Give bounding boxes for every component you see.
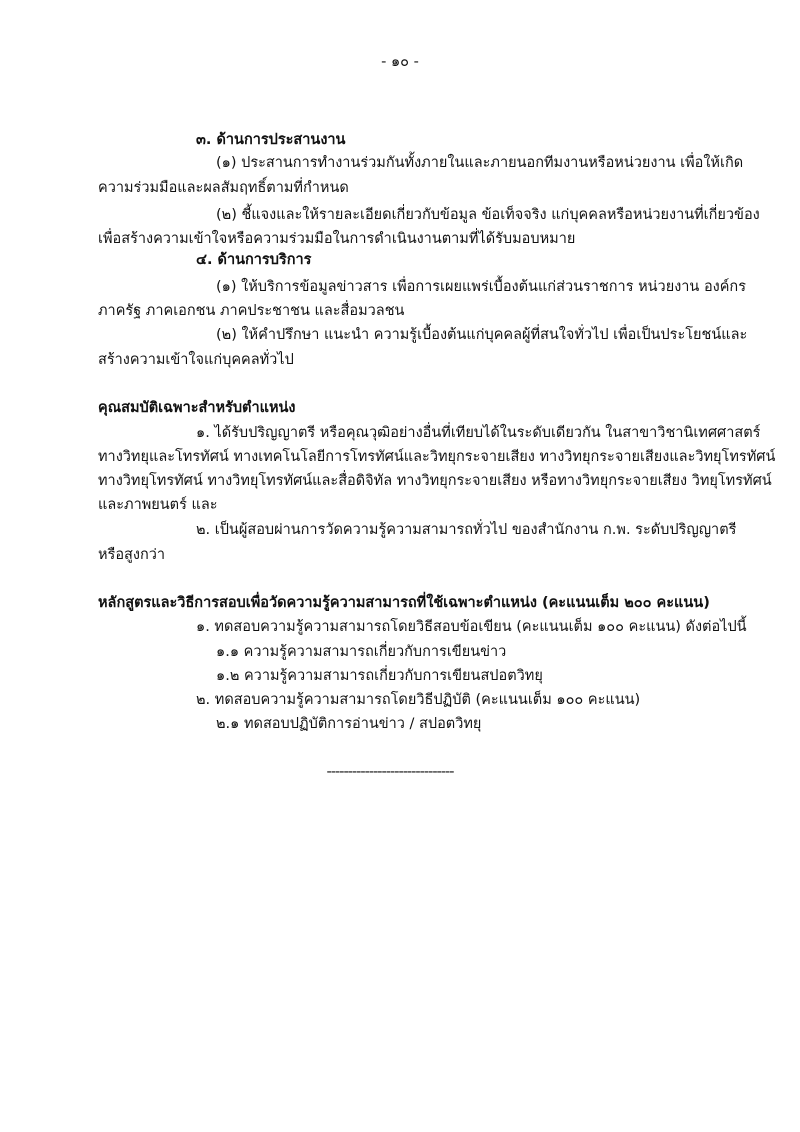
exam-item-1: ๑. ทดสอบความรู้ความสามารถโดยวิธีสอบข้อเขียน (คะแนนเต็ม ๑๐๐ คะแนน) ดังต่อไปนี้ bbox=[196, 619, 747, 635]
qualifications-heading: คุณสมบัติเฉพาะสำหรับตำแหน่ง bbox=[98, 400, 296, 416]
qualification-2-line2: หรือสูงกว่า bbox=[98, 547, 166, 563]
exam-item-2-1: ๒.๑ ทดสอบปฏิบัติการอ่านข่าว / สปอตวิทยุ bbox=[216, 716, 482, 732]
exam-item-1-2: ๑.๒ ความรู้ความสามารถเกี่ยวกับการเขียนสปอตวิทยุ bbox=[216, 668, 543, 684]
section4-item2-line1: (๒) ให้คำปรึกษา แนะนำ ความรู้เบื้องต้นแก่บุคคลผู้ที่สนใจทั่วไป เพื่อเป็นประโยชน์และ bbox=[216, 327, 748, 343]
qualification-2-line1: ๒. เป็นผู้สอบผ่านการวัดความรู้ความสามารถทั่วไป ของสำนักงาน ก.พ. ระดับปริญญาตรี bbox=[196, 522, 737, 538]
page-number: - ๑๐ - bbox=[381, 54, 419, 70]
exam-item-1-1: ๑.๑ ความรู้ความสามารถเกี่ยวกับการเขียนข่าว bbox=[216, 644, 507, 660]
section3-item1-line1: (๑) ประสานการทำงานร่วมกันทั้งภายในและภายนอกทีมงานหรือหน่วยงาน เพื่อให้เกิด bbox=[216, 155, 744, 171]
end-divider: ------------------------------ bbox=[326, 764, 454, 780]
qualification-1-line1: ๑. ได้รับปริญญาตรี หรือคุณวุฒิอย่างอื่นที่เทียบได้ในระดับเดียวกัน ในสาขาวิชานิเทศศาสตร์ bbox=[196, 425, 761, 441]
section4-item1-line1: (๑) ให้บริการข้อมูลข่าวสาร เพื่อการเผยแพร่เบื้องต้นแก่ส่วนราชการ หน่วยงาน องค์กร bbox=[216, 279, 746, 295]
exam-heading: หลักสูตรและวิธีการสอบเพื่อวัดความรู้ความสามารถที่ใช้เฉพาะตำแหน่ง (คะแนนเต็ม ๒๐๐ คะแนน) bbox=[98, 595, 710, 611]
section3-item2-line2: เพื่อสร้างความเข้าใจหรือความร่วมมือในการดำเนินงานตามที่ได้รับมอบหมาย bbox=[98, 231, 576, 247]
qualification-1-line3: ทางวิทยุโทรทัศน์ ทางวิทยุโทรทัศน์และสื่อดิจิทัล ทางวิทยุกระจายเสียง หรือทางวิทยุกระจายเสียง วิทยุโทรทัศน์ bbox=[98, 473, 772, 489]
section4-item2-line2: สร้างความเข้าใจแก่บุคคลทั่วไป bbox=[98, 352, 294, 368]
qualification-1-line2: ทางวิทยุและโทรทัศน์ ทางเทคโนโลยีการโทรทัศน์และวิทยุกระจายเสียง ทางวิทยุกระจายเสียงและวิทยุโทรทัศน์ bbox=[98, 449, 776, 465]
section3-heading: ๓. ด้านการประสานงาน bbox=[196, 132, 346, 148]
section3-item2-line1: (๒) ชี้แจงและให้รายละเอียดเกี่ยวกับข้อมูล ข้อเท็จจริง แก่บุคคลหรือหน่วยงานที่เกี่ยวข้อง bbox=[216, 207, 760, 223]
section4-heading: ๔. ด้านการบริการ bbox=[196, 252, 312, 268]
section4-item1-line2: ภาครัฐ ภาคเอกชน ภาคประชาชน และสื่อมวลชน bbox=[98, 303, 405, 319]
section3-item1-line2: ความร่วมมือและผลสัมฤทธิ์ตามที่กำหนด bbox=[98, 180, 349, 196]
qualification-1-line4: และภาพยนตร์ และ bbox=[98, 497, 218, 513]
exam-item-2: ๒. ทดสอบความรู้ความสามารถโดยวิธีปฏิบัติ (คะแนนเต็ม ๑๐๐ คะแนน) bbox=[196, 692, 641, 708]
